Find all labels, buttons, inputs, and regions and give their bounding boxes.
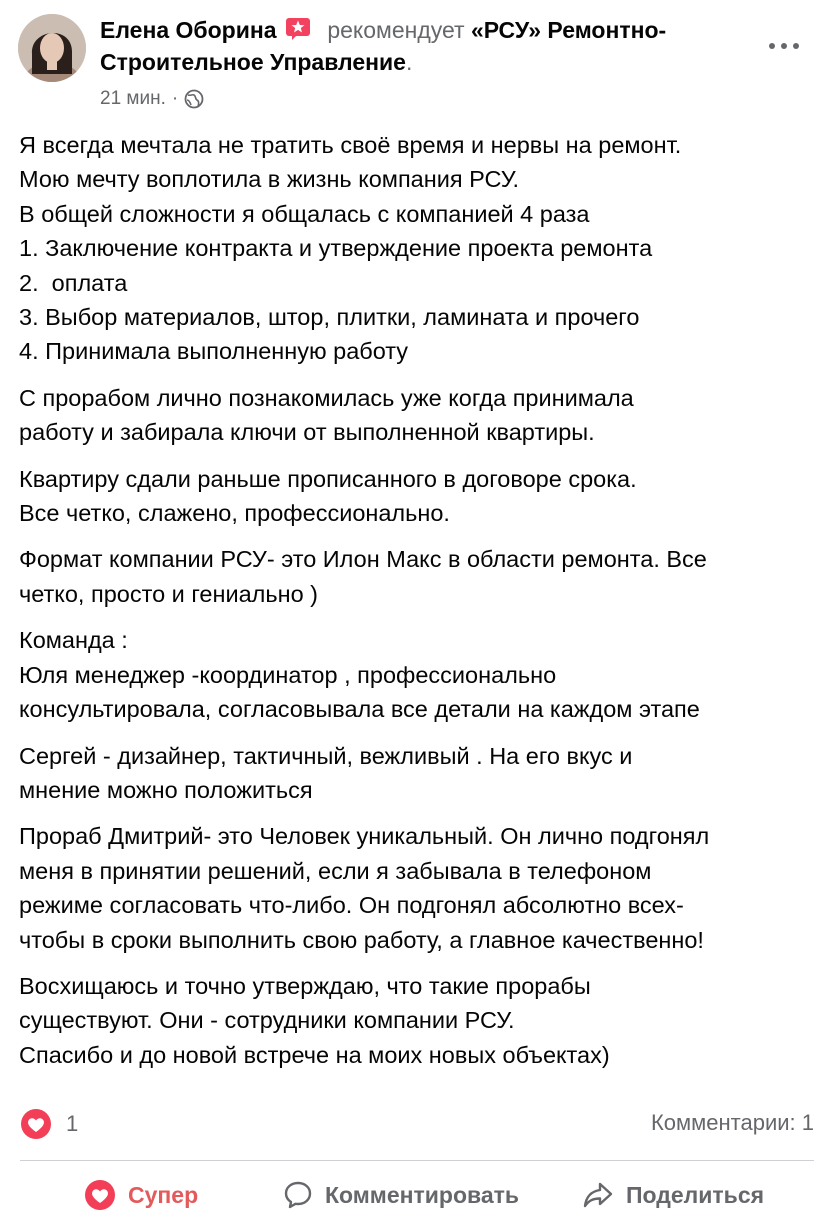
text-line: консультировала, согласовывала все детали на каждом этапе <box>19 696 700 723</box>
text-line: 1. Заключение контракта и утверждение проекта ремонта <box>19 235 653 262</box>
super-reaction-button[interactable] <box>84 1170 198 1220</box>
recommends-label: рекомендует <box>327 17 465 43</box>
share-label: Поделиться <box>626 1181 765 1208</box>
text-line: Мою мечту воплотила в жизнь компания РСУ. <box>19 166 520 193</box>
header-period: . <box>405 49 413 75</box>
text-line: Формат компании РСУ- это Илон Макс в области ремонта. Все <box>19 546 707 573</box>
text-line: работу и забирала ключи от выполненной квартиры. <box>19 419 595 446</box>
post-header <box>100 14 760 78</box>
paragraph-4 <box>19 542 819 611</box>
post-body <box>19 128 819 1084</box>
paragraph-8 <box>19 969 819 1072</box>
share-arrow-icon <box>582 1180 614 1210</box>
action-bar <box>0 1170 834 1220</box>
meta-separator: · <box>171 88 179 109</box>
text-line: 4. Принимала выполненную работу <box>19 338 409 365</box>
divider <box>20 1160 814 1161</box>
super-label: Супер <box>128 1181 199 1208</box>
text-line: 3. Выбор материалов, штор, плитки, ламината и прочего <box>19 304 640 331</box>
paragraph-1 <box>19 128 819 369</box>
text-line: 2. оплата <box>19 269 128 296</box>
text-line: Квартиру сдали раньше прописанного в договоре срока. <box>19 465 637 492</box>
text-line: С прорабом лично познакомилась уже когда принимала <box>19 384 634 411</box>
page-name-link[interactable]: «РСУ» Ремонтно-Строительное Управление <box>100 17 667 75</box>
recommend-star-badge-icon <box>285 17 311 41</box>
share-button[interactable] <box>582 1170 764 1220</box>
text-line: чтобы в сроки выполнить свою работу, а главное качественно! <box>19 926 704 953</box>
text-line: Прораб Дмитрий- это Человек уникальный. Он лично подгонял <box>19 823 710 850</box>
text-line: Спасибо и до новой встрече на моих новых объектах) <box>19 1041 610 1068</box>
avatar[interactable] <box>18 14 86 82</box>
heart-reaction-icon <box>84 1179 116 1211</box>
text-line: В общей сложности я общалась с компанией 4 раза <box>19 200 590 227</box>
text-line: мнение можно положиться <box>19 776 313 803</box>
comment-bubble-icon <box>283 1180 313 1210</box>
text-line: Все четко, слажено, профессионально. <box>19 500 450 527</box>
paragraph-2 <box>19 381 819 450</box>
comment-label: Комментировать <box>325 1181 520 1208</box>
comment-button[interactable] <box>283 1170 519 1220</box>
post-timestamp[interactable]: 21 мин. <box>100 88 166 109</box>
paragraph-5 <box>19 623 819 726</box>
text-line: четко, просто и гениально ) <box>19 580 318 607</box>
text-line: Я всегда мечтала не тратить своё время и нервы на ремонт. <box>19 132 682 158</box>
globe-icon <box>184 89 204 109</box>
paragraph-6 <box>19 739 819 808</box>
more-dots-icon[interactable] <box>764 36 804 56</box>
author-name[interactable]: Елена Оборина <box>100 17 277 43</box>
heart-reaction-icon <box>20 1108 52 1140</box>
reaction-count: 1 <box>66 1111 79 1136</box>
text-line: Команда : <box>19 627 128 654</box>
text-line: Восхищаюсь и точно утверждаю, что такие прорабы <box>19 972 591 999</box>
reaction-summary[interactable] <box>20 1108 78 1140</box>
text-line: Сергей - дизайнер, тактичный, вежливый . На его вкус и <box>19 742 633 769</box>
paragraph-3 <box>19 462 819 531</box>
text-line: Юля менеджер -координатор , профессионально <box>19 661 557 688</box>
comments-count-link[interactable]: Комментарии: 1 <box>650 1110 814 1135</box>
profile-photo-icon <box>18 14 86 82</box>
text-line: существуют. Они - сотрудники компании РСУ. <box>19 1007 515 1034</box>
post-meta <box>100 88 204 110</box>
text-line: меня в принятии решений, если я забывала в телефоном <box>19 857 652 884</box>
text-line: режиме согласовать что-либо. Он подгонял абсолютно всех- <box>19 892 684 919</box>
paragraph-7 <box>19 819 819 957</box>
